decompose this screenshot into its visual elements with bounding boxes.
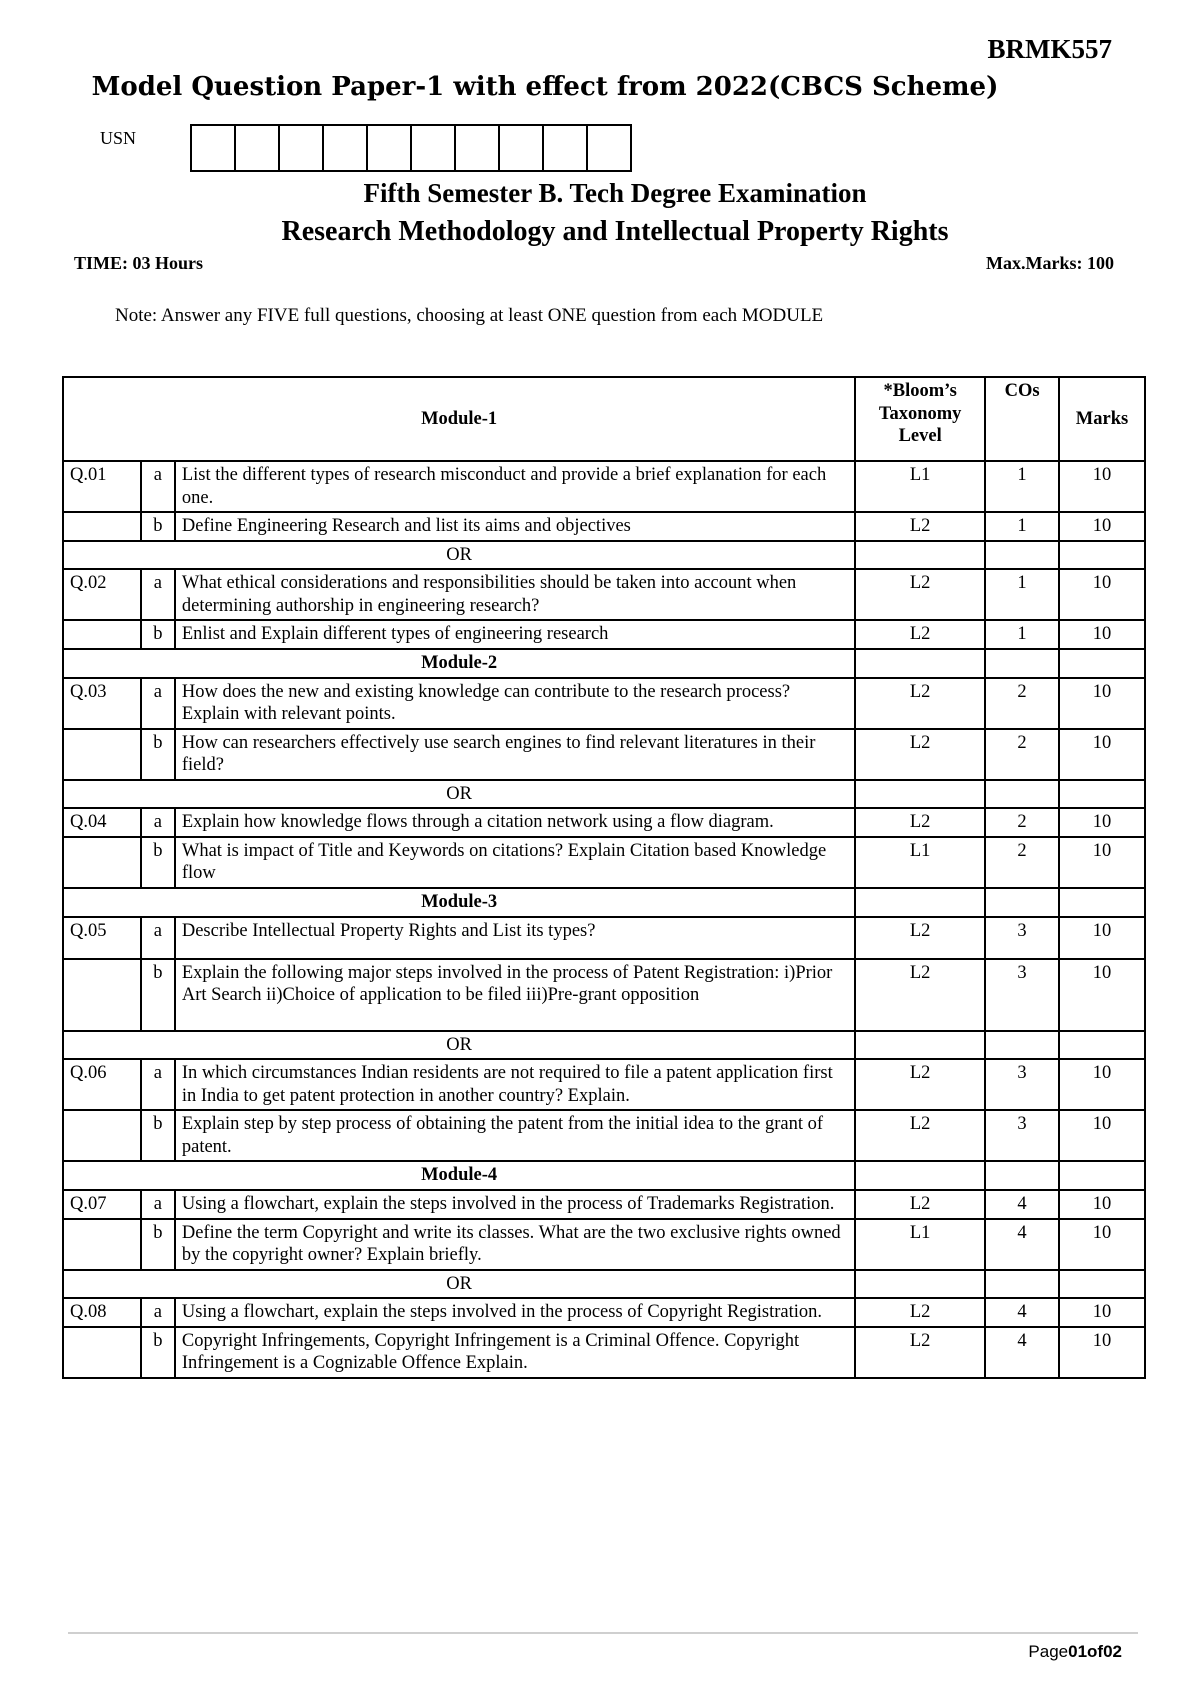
bloom-level: L2 [855, 620, 985, 649]
question-row [63, 1219, 1145, 1270]
question-marks: 10 [1059, 461, 1145, 512]
question-row [63, 569, 1145, 620]
module-heading: Module-3 [63, 888, 855, 917]
sub-question-label: b [141, 1219, 175, 1270]
sub-question-label: a [141, 461, 175, 512]
empty-cell [1059, 888, 1145, 917]
sub-question-label: a [141, 917, 175, 959]
question-number: Q.07 [63, 1190, 141, 1219]
question-marks: 10 [1059, 1219, 1145, 1270]
bloom-level: L1 [855, 1219, 985, 1270]
empty-cell [855, 1031, 985, 1060]
question-row [63, 917, 1145, 959]
usn-box [236, 126, 280, 170]
page-word: Page [1028, 1642, 1069, 1661]
exam-title: Fifth Semester B. Tech Degree Examination [363, 178, 867, 208]
subject-title: Research Methodology and Intellectual Property Rights [281, 216, 949, 247]
bloom-level: L1 [855, 461, 985, 512]
empty-cell [1059, 1031, 1145, 1060]
course-outcome: 2 [985, 678, 1059, 729]
or-separator: OR [63, 780, 855, 809]
sub-question-label: b [141, 1327, 175, 1378]
empty-cell [855, 888, 985, 917]
or-row [63, 1270, 1145, 1299]
question-text: How can researchers effectively use search engines to find relevant literatures in their field? [175, 729, 855, 780]
question-marks: 10 [1059, 729, 1145, 780]
question-text: How does the new and existing knowledge can contribute to the research process? Explain with relevant points. [175, 678, 855, 729]
question-text: List the different types of research misconduct and provide a brief explanation for each one. [175, 461, 855, 512]
usn-box [588, 126, 630, 170]
question-text: Define Engineering Research and list its aims and objectives [175, 512, 855, 541]
usn-box [500, 126, 544, 170]
question-row [63, 1110, 1145, 1161]
module-row [63, 888, 1145, 917]
sub-question-label: b [141, 959, 175, 1031]
question-text: Explain the following major steps involved in the process of Patent Registration: i)Prior Art Search ii)Choice of application to be filed iii)Pre-grant opposition [175, 959, 855, 1031]
question-number: Q.08 [63, 1298, 141, 1327]
bloom-level: L2 [855, 569, 985, 620]
bloom-level: L2 [855, 1190, 985, 1219]
question-number [63, 620, 141, 649]
empty-cell [855, 780, 985, 809]
subject-code: BRMK557 [987, 34, 1112, 64]
empty-cell [985, 649, 1059, 678]
question-number [63, 512, 141, 541]
course-outcome: 3 [985, 1059, 1059, 1110]
usn-box [456, 126, 500, 170]
question-number [63, 729, 141, 780]
page-of: of [1087, 1642, 1104, 1661]
course-outcome: 3 [985, 1110, 1059, 1161]
usn-box [412, 126, 456, 170]
question-row [63, 512, 1145, 541]
or-separator: OR [63, 541, 855, 570]
question-number [63, 1219, 141, 1270]
bloom-level: L2 [855, 1298, 985, 1327]
bloom-level: L2 [855, 729, 985, 780]
marks-header: Marks [1059, 377, 1145, 461]
empty-cell [1059, 649, 1145, 678]
empty-cell [1059, 541, 1145, 570]
course-outcome: 1 [985, 620, 1059, 649]
bloom-header: *Bloom’s Taxonomy Level [855, 377, 985, 461]
question-number: Q.06 [63, 1059, 141, 1110]
question-text: Using a flowchart, explain the steps involved in the process of Trademarks Registration. [175, 1190, 855, 1219]
question-marks: 10 [1059, 959, 1145, 1031]
question-row [63, 1327, 1145, 1378]
question-text: Explain step by step process of obtaining the patent from the initial idea to the grant of patent. [175, 1110, 855, 1161]
question-marks: 10 [1059, 917, 1145, 959]
bloom-level: L2 [855, 959, 985, 1031]
cos-header: COs [985, 377, 1059, 461]
page-current: 01 [1068, 1642, 1088, 1661]
bloom-level: L2 [855, 512, 985, 541]
question-text: What ethical considerations and responsibilities should be taken into account when determining authorship in engineering research? [175, 569, 855, 620]
question-text: Explain how knowledge flows through a citation network using a flow diagram. [175, 808, 855, 837]
course-outcome: 1 [985, 569, 1059, 620]
module-heading: Module-2 [63, 649, 855, 678]
empty-cell [985, 1161, 1059, 1190]
course-outcome: 4 [985, 1219, 1059, 1270]
question-row [63, 729, 1145, 780]
question-number [63, 959, 141, 1031]
paper-title: Model Question Paper-1 with effect from 2022(CBCS Scheme) [91, 72, 999, 102]
question-row [63, 1298, 1145, 1327]
question-row [63, 837, 1145, 888]
question-text: What is impact of Title and Keywords on citations? Explain Citation based Knowledge flow [175, 837, 855, 888]
sub-question-label: a [141, 1059, 175, 1110]
course-outcome: 2 [985, 729, 1059, 780]
empty-cell [1059, 1270, 1145, 1299]
bloom-level: L2 [855, 1327, 985, 1378]
note [115, 305, 823, 327]
course-outcome: 4 [985, 1298, 1059, 1327]
bloom-level: L2 [855, 678, 985, 729]
course-outcome: 2 [985, 808, 1059, 837]
question-marks: 10 [1059, 512, 1145, 541]
empty-cell [855, 541, 985, 570]
sub-question-label: a [141, 678, 175, 729]
sub-question-label: b [141, 512, 175, 541]
module-row [63, 649, 1145, 678]
usn-label: USN [100, 128, 137, 148]
question-text: Copyright Infringements, Copyright Infringement is a Criminal Offence. Copyright Infringement is a Cognizable Offence Explain. [175, 1327, 855, 1378]
empty-cell [985, 1270, 1059, 1299]
usn-box [324, 126, 368, 170]
sub-question-label: a [141, 1298, 175, 1327]
page-number [1028, 1642, 1122, 1662]
exam-time: TIME: 03 Hours [74, 253, 204, 273]
bloom-level: L2 [855, 1059, 985, 1110]
question-marks: 10 [1059, 1059, 1145, 1110]
module-heading: Module-4 [63, 1161, 855, 1190]
course-outcome: 4 [985, 1327, 1059, 1378]
question-number: Q.01 [63, 461, 141, 512]
sub-question-label: b [141, 1110, 175, 1161]
course-outcome: 3 [985, 917, 1059, 959]
or-separator: OR [63, 1031, 855, 1060]
max-marks: Max.Marks: 100 [986, 253, 1114, 273]
bloom-level: L2 [855, 808, 985, 837]
empty-cell [855, 1161, 985, 1190]
question-row [63, 678, 1145, 729]
question-table [62, 376, 1146, 1379]
question-number [63, 1327, 141, 1378]
question-row [63, 808, 1145, 837]
question-text: Describe Intellectual Property Rights and List its types? [175, 917, 855, 959]
empty-cell [855, 1270, 985, 1299]
question-marks: 10 [1059, 620, 1145, 649]
empty-cell [985, 888, 1059, 917]
question-number: Q.04 [63, 808, 141, 837]
note-label: Note: [115, 305, 158, 326]
question-marks: 10 [1059, 808, 1145, 837]
module-row [63, 1161, 1145, 1190]
question-number: Q.02 [63, 569, 141, 620]
sub-question-label: a [141, 569, 175, 620]
usn-box [544, 126, 588, 170]
question-marks: 10 [1059, 837, 1145, 888]
or-row [63, 1031, 1145, 1060]
or-row [63, 541, 1145, 570]
question-number [63, 1110, 141, 1161]
question-marks: 10 [1059, 1327, 1145, 1378]
table-header-row [63, 377, 1145, 461]
question-number: Q.05 [63, 917, 141, 959]
empty-cell [985, 1031, 1059, 1060]
question-marks: 10 [1059, 678, 1145, 729]
question-marks: 10 [1059, 1110, 1145, 1161]
bloom-level: L1 [855, 837, 985, 888]
question-row [63, 959, 1145, 1031]
question-text: In which circumstances Indian residents are not required to file a patent application first in India to get patent protection in another country? Explain. [175, 1059, 855, 1110]
empty-cell [855, 649, 985, 678]
course-outcome: 1 [985, 512, 1059, 541]
question-marks: 10 [1059, 569, 1145, 620]
sub-question-label: a [141, 1190, 175, 1219]
sub-question-label: b [141, 620, 175, 649]
sub-question-label: b [141, 837, 175, 888]
question-marks: 10 [1059, 1298, 1145, 1327]
module-1-header: Module-1 [63, 377, 855, 461]
note-text: Answer any FIVE full questions, choosing at least ONE question from each MODULE [160, 305, 824, 326]
empty-cell [1059, 1161, 1145, 1190]
question-row [63, 1059, 1145, 1110]
question-text: Enlist and Explain different types of engineering research [175, 620, 855, 649]
usn-box [192, 126, 236, 170]
empty-cell [1059, 780, 1145, 809]
footer-divider [68, 1632, 1138, 1634]
empty-cell [985, 780, 1059, 809]
question-marks: 10 [1059, 1190, 1145, 1219]
course-outcome: 3 [985, 959, 1059, 1031]
bloom-level: L2 [855, 1110, 985, 1161]
empty-cell [985, 541, 1059, 570]
course-outcome: 2 [985, 837, 1059, 888]
usn-box [280, 126, 324, 170]
or-separator: OR [63, 1270, 855, 1299]
course-outcome: 1 [985, 461, 1059, 512]
question-number [63, 837, 141, 888]
question-row [63, 1190, 1145, 1219]
question-row [63, 461, 1145, 512]
question-row [63, 620, 1145, 649]
or-row [63, 780, 1145, 809]
usn-box [368, 126, 412, 170]
question-text: Using a flowchart, explain the steps involved in the process of Copyright Registration. [175, 1298, 855, 1327]
course-outcome: 4 [985, 1190, 1059, 1219]
sub-question-label: b [141, 729, 175, 780]
bloom-level: L2 [855, 917, 985, 959]
question-text: Define the term Copyright and write its classes. What are the two exclusive rights owned by the copyright owner? Explain briefly. [175, 1219, 855, 1270]
page-total: 02 [1103, 1642, 1122, 1661]
usn-boxes [190, 124, 632, 172]
sub-question-label: a [141, 808, 175, 837]
question-number: Q.03 [63, 678, 141, 729]
